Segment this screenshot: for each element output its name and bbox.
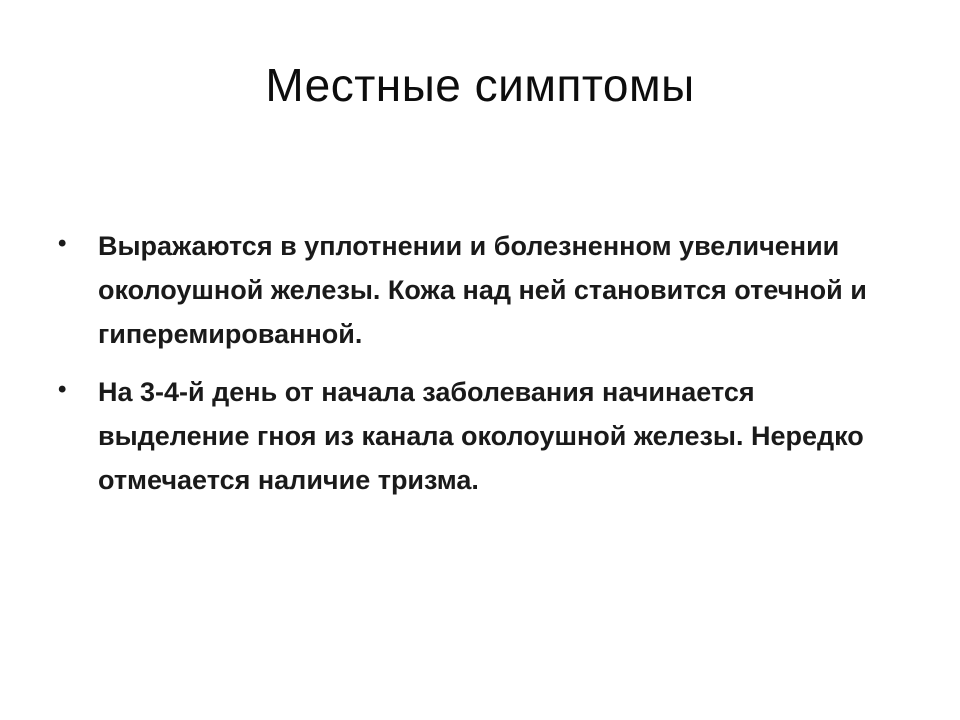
bullet-list (58, 224, 908, 516)
bullet-marker: • (58, 230, 67, 257)
bullet-text: На 3-4-й день от начала заболевания начинается выделение гноя из канала околоушной железы. Нередко отмечается наличие тризма. (98, 377, 864, 495)
bullet-marker: • (58, 376, 67, 403)
bullet-text: Выражаются в уплотнении и болезненном увеличении околоушной железы. Кожа над ней становится отечной и гиперемированной. (98, 231, 867, 349)
bullet-item (58, 224, 908, 356)
bullet-item (58, 370, 908, 502)
slide-title: Местные симптомы (265, 59, 695, 111)
